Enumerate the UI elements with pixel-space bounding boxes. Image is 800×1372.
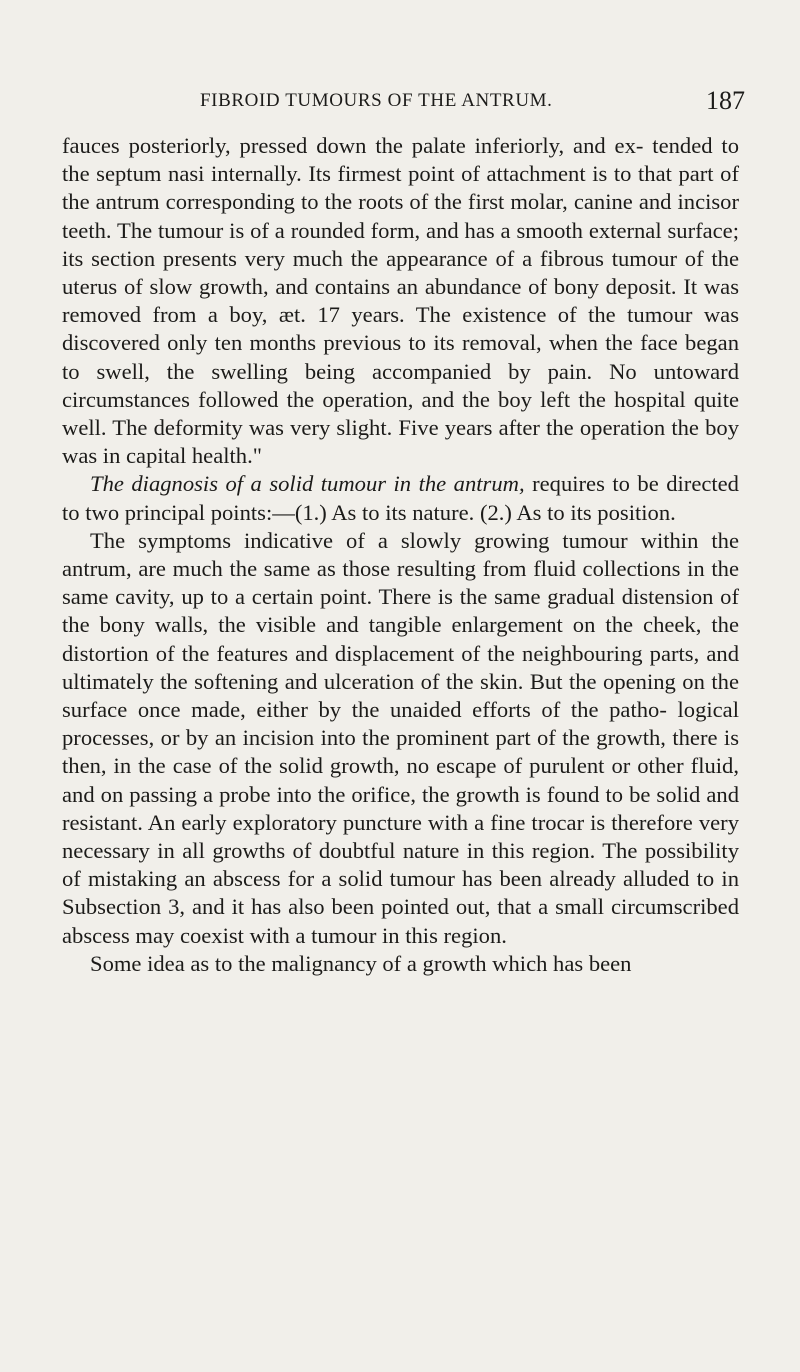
diagnosis-text: requires to be directed to two principal points:—(1.) As to its nature. (2.) As to its position. [62,471,739,525]
page-number: 187 [706,86,745,115]
paragraph-diagnosis [62,470,739,526]
diagnosis-italic-phrase: The diagnosis of a solid tumour in the antrum, [90,471,525,497]
paragraph-continuation: fauces posteriorly, pressed down the palate inferiorly, and ex- tended to the septum nasi internally. Its firmest point of attachment is to that part of the antrum corresponding to the roots of the first molar, canine and incisor teeth. The tumour is of a rounded form, and has a smooth external surface; its section presents very much the appearance of a fibrous tumour of the uterus of slow growth, and contains an abundance of bony deposit. It was removed from a boy, æt. 17 years. The existence of the tumour was discovered only ten months previous to its removal, when the face began to swell, the swelling being accompanied by pain. No untoward circumstances followed the operation, and the boy left the hospital quite well. The deformity was very slight. Five years after the operation the boy was in capital health." [62,133,739,469]
running-title: FIBROID TUMOURS OF THE ANTRUM. [200,90,553,111]
running-head [0,86,800,120]
paragraph-malignancy: Some idea as to the malignancy of a growth which has been [90,950,632,976]
paragraph-symptoms: The symptoms indicative of a slowly growing tumour within the antrum, are much the same as those resulting from fluid collections in the same cavity, up to a certain point. There is the same gradual distension of the bony walls, the visible and tangible enlargement on the cheek, the distortion of the features and displacement of the neighbouring parts, and ultimately the softening and ulceration of the skin. But the opening on the surface once made, either by the unaided efforts of the patho- logical processes, or by an incision into the prominent part of the growth, there is then, in the case of the solid growth, no escape of purulent or other fluid, and on passing a probe into the orifice, the growth is found to be solid and resistant. An early exploratory puncture with a fine trocar is therefore very necessary in all growths of doubtful nature in this region. The possibility of mistaking an abscess for a solid tumour has been already alluded to in Subsection 3, and it has also been pointed out, that a small circumscribed abscess may coexist with a tumour in this region. [62,527,739,948]
body-text [62,132,739,978]
